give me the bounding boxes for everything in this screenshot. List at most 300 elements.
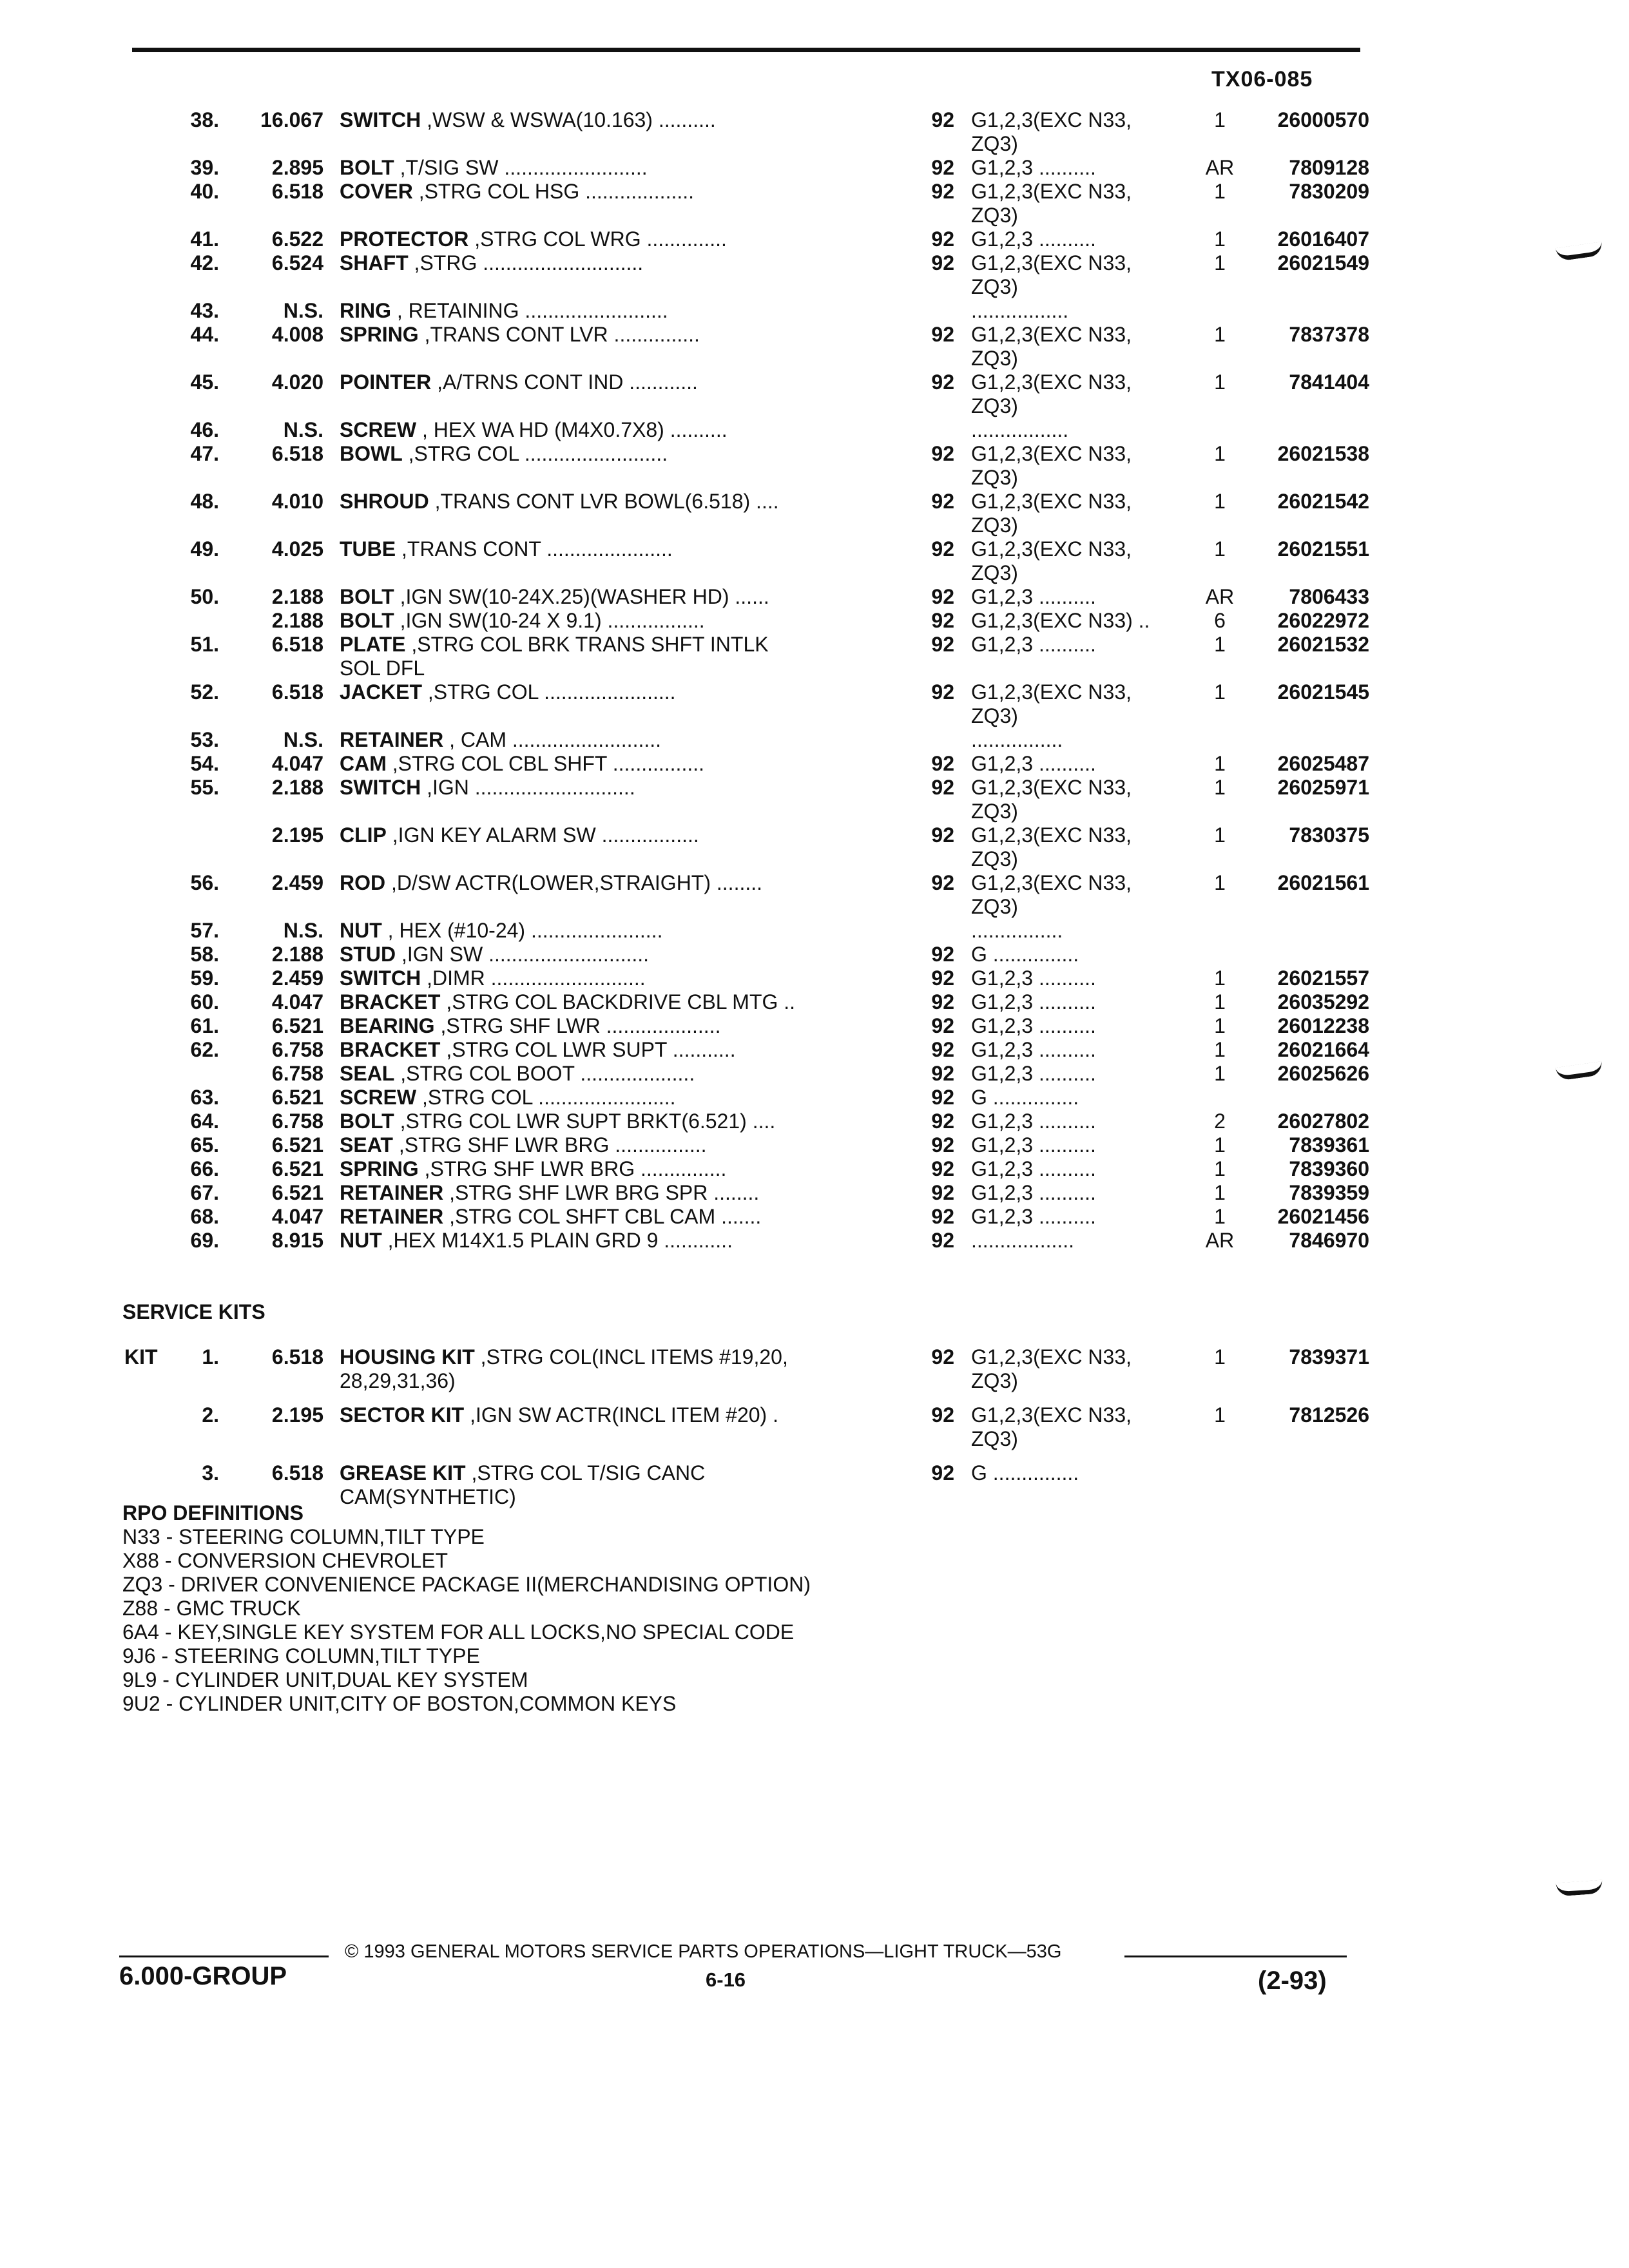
model-year: 92 [931, 442, 954, 465]
model-usage [971, 1157, 1190, 1181]
part-row [119, 370, 1369, 418]
part-description [340, 490, 984, 514]
part-description [340, 871, 984, 895]
rpo-title: RPO DEFINITIONS [122, 1501, 304, 1524]
part-name: BOLT [340, 1110, 394, 1133]
part-number: 7839359 [1289, 1181, 1369, 1204]
model-usage-line: G1,2,3(EXC N33, [971, 442, 1132, 465]
rpo-item: 9U2 - CYLINDER UNIT,CITY OF BOSTON,COMMON KEYS [122, 1692, 677, 1715]
model-usage-continued: ZQ3) [971, 895, 1018, 918]
part-number: 26025971 [1277, 776, 1369, 799]
rpo-item: X88 - CONVERSION CHEVROLET [122, 1549, 448, 1572]
quantity: 1 [1214, 323, 1226, 346]
part-description [340, 966, 984, 990]
model-usage-line: G1,2,3 .......... [971, 1181, 1096, 1204]
quantity: 1 [1214, 633, 1226, 656]
quantity: 1 [1214, 537, 1226, 561]
part-row [119, 1181, 1369, 1205]
part-row [119, 180, 1369, 227]
part-detail: , HEX WA HD (M4X0.7X8) .......... [416, 418, 728, 441]
part-name: SPRING [340, 323, 419, 346]
part-description [340, 919, 984, 943]
part-detail-continued: 28,29,31,36) [340, 1369, 456, 1392]
part-description [340, 990, 984, 1014]
item-number: 1. [202, 1345, 219, 1369]
part-detail: ,STRG COL LWR SUPT BRKT(6.521) .... [394, 1110, 776, 1133]
model-usage-line: G1,2,3(EXC N33, [971, 108, 1132, 131]
part-name: RETAINER [340, 1181, 444, 1204]
model-usage-continued: ZQ3) [971, 132, 1018, 155]
footer-rule-right [1124, 1956, 1347, 1957]
model-year: 92 [931, 490, 954, 513]
part-description [340, 1038, 984, 1062]
part-name: GREASE KIT [340, 1461, 466, 1485]
model-year: 92 [931, 776, 954, 799]
model-usage-line: G ............... [971, 1086, 1079, 1109]
part-detail: ,IGN ............................ [421, 776, 635, 799]
part-number: 7839361 [1289, 1133, 1369, 1157]
part-detail: ,D/SW ACTR(LOWER,STRAIGHT) ........ [385, 871, 763, 894]
part-detail: ,STRG ............................ [408, 251, 644, 274]
model-year: 92 [931, 1229, 954, 1252]
part-row [119, 1133, 1369, 1157]
group-number: 6.521 [271, 1133, 323, 1157]
item-number: 62. [190, 1038, 219, 1061]
part-number: 7830209 [1289, 180, 1369, 203]
model-usage-line: G1,2,3 .......... [971, 990, 1096, 1014]
part-detail: ,STRG COL HSG ................... [412, 180, 695, 203]
part-row [119, 823, 1369, 871]
part-row [119, 442, 1369, 490]
model-year: 92 [931, 108, 954, 131]
part-name: BEARING [340, 1014, 435, 1037]
part-number: 7809128 [1289, 156, 1369, 179]
model-usage-line: G1,2,3(EXC N33, [971, 823, 1132, 847]
quantity: AR [1205, 156, 1235, 179]
model-year: 92 [931, 823, 954, 847]
group-number: 6.518 [271, 442, 323, 465]
quantity: 1 [1214, 966, 1226, 990]
part-number: 26025626 [1277, 1062, 1369, 1085]
model-year: 92 [931, 227, 954, 251]
quantity: 1 [1214, 752, 1226, 775]
model-usage [971, 156, 1190, 180]
item-number: 60. [190, 990, 219, 1014]
part-description [340, 537, 984, 561]
part-detail: ,STRG COL ........................ [416, 1086, 676, 1109]
part-description [340, 633, 984, 680]
model-year: 92 [931, 1062, 954, 1085]
group-number: 4.020 [271, 370, 323, 394]
part-name: RETAINER [340, 1205, 444, 1228]
part-detail: ,STRG SHF LWR .................... [434, 1014, 721, 1037]
part-row [119, 728, 1369, 752]
item-number: 56. [190, 871, 219, 894]
part-detail: ,STRG COL CBL SHFT ................ [386, 752, 704, 775]
group-number: 2.188 [271, 943, 323, 966]
part-number: 26021549 [1277, 251, 1369, 274]
model-year: 92 [931, 966, 954, 990]
part-detail: ,HEX M14X1.5 PLAIN GRD 9 ............ [381, 1229, 733, 1252]
quantity: 1 [1214, 1038, 1226, 1061]
item-number: 53. [190, 728, 219, 751]
part-detail: ,TRANS CONT ...................... [396, 537, 673, 561]
item-number: 61. [190, 1014, 219, 1037]
model-usage [971, 490, 1190, 537]
model-usage [971, 990, 1190, 1014]
part-number: 7839371 [1289, 1345, 1369, 1369]
part-detail: ,IGN SW ACTR(INCL ITEM #20) . [464, 1403, 778, 1427]
part-row [119, 776, 1369, 823]
part-detail: ,STRG SHF LWR BRG SPR ........ [443, 1181, 760, 1204]
model-usage-line: G1,2,3 .......... [971, 1062, 1096, 1085]
quantity: AR [1205, 585, 1235, 608]
quantity: 1 [1214, 776, 1226, 799]
part-name: POINTER [340, 370, 432, 394]
model-usage-line: G1,2,3 .......... [971, 1110, 1096, 1133]
model-usage [971, 728, 1190, 752]
group-number: 6.524 [271, 251, 323, 274]
group-number: 4.047 [271, 752, 323, 775]
part-number: 7846970 [1289, 1229, 1369, 1252]
part-number: 26021538 [1277, 442, 1369, 465]
group-number: 6.522 [271, 227, 323, 251]
rpo-item: 6A4 - KEY,SINGLE KEY SYSTEM FOR ALL LOCKS,NO SPECIAL CODE [122, 1620, 795, 1644]
model-usage [971, 966, 1190, 990]
part-description [340, 823, 984, 847]
group-number: 6.521 [271, 1181, 323, 1204]
group-number: 6.758 [271, 1038, 323, 1061]
group-number: 4.010 [271, 490, 323, 513]
part-row [119, 1229, 1369, 1253]
part-detail: ,STRG COL SHFT CBL CAM ....... [443, 1205, 762, 1228]
group-number: 2.895 [271, 156, 323, 179]
quantity: 1 [1214, 1345, 1226, 1369]
part-row [119, 585, 1369, 609]
group-number: 6.758 [271, 1110, 323, 1133]
part-description [340, 943, 984, 966]
part-detail: ,IGN SW(10-24X.25)(WASHER HD) ...... [394, 585, 769, 608]
part-description [340, 323, 984, 347]
group-number: 2.188 [271, 776, 323, 799]
item-number: 43. [190, 299, 219, 322]
part-name: JACKET [340, 680, 423, 704]
model-usage [971, 633, 1190, 657]
part-name: HOUSING KIT [340, 1345, 475, 1369]
part-description [340, 227, 984, 251]
group-number: 6.518 [271, 633, 323, 656]
model-usage-line: G1,2,3(EXC N33, [971, 251, 1132, 274]
item-number: 51. [190, 633, 219, 656]
model-year: 92 [931, 1086, 954, 1109]
model-usage-continued: ZQ3) [971, 394, 1018, 418]
part-description [340, 1205, 984, 1229]
part-name: PLATE [340, 633, 406, 656]
model-year: 92 [931, 251, 954, 274]
model-usage-line: G1,2,3(EXC N33) .. [971, 609, 1150, 632]
part-number: 26025487 [1277, 752, 1369, 775]
part-number: 26021542 [1277, 490, 1369, 513]
quantity: 1 [1214, 1181, 1226, 1204]
part-detail: ,TRANS CONT LVR BOWL(6.518) .... [429, 490, 779, 513]
model-year: 92 [931, 370, 954, 394]
part-number: 26021545 [1277, 680, 1369, 704]
part-name: ROD [340, 871, 386, 894]
footer-copyright: © 1993 GENERAL MOTORS SERVICE PARTS OPERATIONS—LIGHT TRUCK—53G [345, 1941, 1062, 1962]
model-usage [971, 871, 1190, 919]
quantity: 1 [1214, 1014, 1226, 1037]
model-year: 92 [931, 633, 954, 656]
part-detail-continued: CAM(SYNTHETIC) [340, 1485, 516, 1508]
item-number: 48. [190, 490, 219, 513]
quantity: 1 [1214, 370, 1226, 394]
part-description [340, 299, 984, 323]
model-year: 92 [931, 1038, 954, 1061]
model-year: 92 [931, 680, 954, 704]
footer-date: (2-93) [1258, 1966, 1327, 1995]
group-number: 2.459 [271, 871, 323, 894]
item-number: 45. [190, 370, 219, 394]
part-name: SWITCH [340, 108, 421, 131]
part-number: 26016407 [1277, 227, 1369, 251]
part-description [340, 585, 984, 609]
part-number: 7839360 [1289, 1157, 1369, 1180]
top-rule [132, 48, 1360, 52]
part-detail: , RETAINING ......................... [391, 299, 668, 322]
model-year: 92 [931, 323, 954, 346]
model-year: 92 [931, 1181, 954, 1204]
model-usage-continued: ZQ3) [971, 466, 1018, 489]
quantity: 1 [1214, 823, 1226, 847]
part-name: BOLT [340, 585, 394, 608]
model-year: 92 [931, 1014, 954, 1037]
part-name: BRACKET [340, 1038, 441, 1061]
model-usage-line: G1,2,3(EXC N33, [971, 180, 1132, 203]
part-row [119, 919, 1369, 943]
model-usage-line: G1,2,3 .......... [971, 585, 1096, 608]
part-number: 26027802 [1277, 1110, 1369, 1133]
item-number: 68. [190, 1205, 219, 1228]
model-usage-line: G1,2,3 .......... [971, 156, 1096, 179]
rpo-item: Z88 - GMC TRUCK [122, 1597, 301, 1620]
part-description [340, 609, 984, 633]
model-usage [971, 1110, 1190, 1133]
model-year: 92 [931, 537, 954, 561]
part-description [340, 776, 984, 800]
model-year: 92 [931, 1133, 954, 1157]
model-year: 92 [931, 585, 954, 608]
part-name: SEAT [340, 1133, 393, 1157]
model-usage [971, 1062, 1190, 1086]
model-usage [971, 776, 1190, 823]
part-description [340, 156, 984, 180]
rpo-definitions [122, 1501, 811, 1716]
part-name: SCREW [340, 1086, 417, 1109]
group-number: N.S. [283, 728, 323, 751]
model-usage [971, 1205, 1190, 1229]
part-description [340, 752, 984, 776]
model-usage-line: G1,2,3(EXC N33, [971, 490, 1132, 513]
model-year: 92 [931, 943, 954, 966]
part-name: SWITCH [340, 966, 421, 990]
kit-label: KIT [124, 1345, 158, 1369]
part-name: SEAL [340, 1062, 395, 1085]
part-row [119, 680, 1369, 728]
part-detail: ,STRG SHF LWR BRG ................ [392, 1133, 707, 1157]
parts-list [119, 108, 1369, 1253]
service-kits-list [119, 1345, 1369, 1509]
part-description [340, 442, 984, 466]
part-detail: ,STRG COL BACKDRIVE CBL MTG .. [440, 990, 796, 1014]
part-number: 26022972 [1277, 609, 1369, 632]
model-year: 92 [931, 1110, 954, 1133]
item-number: 40. [190, 180, 219, 203]
item-number: 57. [190, 919, 219, 942]
scan-mark [1556, 1880, 1603, 1897]
part-row [119, 1038, 1369, 1062]
model-usage-line: G1,2,3 .......... [971, 966, 1096, 990]
group-number: 2.195 [271, 1403, 323, 1427]
item-number: 66. [190, 1157, 219, 1180]
group-number: N.S. [283, 418, 323, 441]
model-usage-line: G1,2,3 .......... [971, 752, 1096, 775]
item-number: 3. [202, 1461, 219, 1485]
part-detail: ,IGN KEY ALARM SW ................. [386, 823, 699, 847]
model-usage-line: .................. [971, 1229, 1075, 1252]
model-usage [971, 1345, 1190, 1393]
part-name: RETAINER [340, 728, 444, 751]
group-number: 6.518 [271, 1345, 323, 1369]
item-number: 63. [190, 1086, 219, 1109]
quantity: 1 [1214, 108, 1226, 131]
part-number: 26000570 [1277, 108, 1369, 131]
model-usage-line: ................ [971, 919, 1063, 942]
part-name: CLIP [340, 823, 387, 847]
part-row [119, 871, 1369, 919]
kit-row [119, 1345, 1369, 1393]
part-row [119, 251, 1369, 299]
part-row [119, 490, 1369, 537]
item-number: 65. [190, 1133, 219, 1157]
group-number: 6.518 [271, 680, 323, 704]
group-number: 2.188 [271, 585, 323, 608]
part-detail-continued: SOL DFL [340, 657, 425, 680]
part-description [340, 180, 984, 204]
group-number: 6.758 [271, 1062, 323, 1085]
part-detail: ,STRG COL ....................... [422, 680, 676, 704]
model-usage-line: G1,2,3 .......... [971, 227, 1096, 251]
model-usage-line: G1,2,3(EXC N33, [971, 680, 1132, 704]
part-number: 26021561 [1277, 871, 1369, 894]
part-row [119, 418, 1369, 442]
quantity: 6 [1214, 609, 1226, 632]
quantity: 1 [1214, 1133, 1226, 1157]
quantity: 2 [1214, 1110, 1226, 1133]
part-name: SWITCH [340, 776, 421, 799]
model-year: 92 [931, 990, 954, 1014]
part-name: SHROUD [340, 490, 429, 513]
part-name: SCREW [340, 418, 417, 441]
footer-rule-left [119, 1956, 329, 1957]
quantity: 1 [1214, 871, 1226, 894]
part-name: BOLT [340, 156, 394, 179]
quantity: 1 [1214, 1403, 1226, 1427]
part-row [119, 1157, 1369, 1181]
part-name: BOLT [340, 609, 394, 632]
part-description [340, 1110, 984, 1133]
model-usage-line: G1,2,3 .......... [971, 1157, 1096, 1180]
model-usage-line: G1,2,3(EXC N33, [971, 370, 1132, 394]
part-name: SPRING [340, 1157, 419, 1180]
model-usage [971, 323, 1190, 370]
part-detail: ,STRG COL T/SIG CANC [465, 1461, 706, 1485]
model-year: 92 [931, 752, 954, 775]
part-row [119, 1110, 1369, 1133]
model-usage-line: G1,2,3(EXC N33, [971, 323, 1132, 346]
quantity: 1 [1214, 442, 1226, 465]
model-year: 92 [931, 1403, 954, 1427]
part-detail: ,STRG COL BOOT .................... [394, 1062, 695, 1085]
part-detail: ,STRG COL LWR SUPT ........... [440, 1038, 736, 1061]
model-usage-line: G1,2,3 .......... [971, 1205, 1096, 1228]
rpo-item: N33 - STEERING COLUMN,TILT TYPE [122, 1525, 485, 1548]
document-id: TX06-085 [1211, 67, 1313, 91]
model-usage-line: G1,2,3(EXC N33, [971, 776, 1132, 799]
part-detail: ,IGN SW ............................ [396, 943, 650, 966]
model-usage [971, 823, 1190, 871]
part-description [340, 1229, 984, 1253]
model-usage [971, 609, 1190, 633]
part-detail: ,TRANS CONT LVR ............... [418, 323, 700, 346]
item-number: 46. [190, 418, 219, 441]
model-usage-continued: ZQ3) [971, 275, 1018, 298]
model-year: 92 [931, 609, 954, 632]
model-year: 92 [931, 180, 954, 203]
model-usage-line: G1,2,3(EXC N33, [971, 1403, 1132, 1427]
model-usage [971, 919, 1190, 943]
group-number: N.S. [283, 919, 323, 942]
model-year: 92 [931, 1157, 954, 1180]
quantity: 1 [1214, 1157, 1226, 1180]
part-description [340, 1181, 984, 1205]
group-number: 16.067 [260, 108, 323, 131]
item-number: 44. [190, 323, 219, 346]
part-detail: ,STRG SHF LWR BRG ............... [418, 1157, 727, 1180]
group-number: 4.047 [271, 990, 323, 1014]
part-description [340, 1157, 984, 1181]
model-usage-line: G1,2,3(EXC N33, [971, 537, 1132, 561]
group-number: 2.188 [271, 609, 323, 632]
model-year: 92 [931, 871, 954, 894]
part-name: PROTECTOR [340, 227, 469, 251]
rpo-item: ZQ3 - DRIVER CONVENIENCE PACKAGE II(MERCHANDISING OPTION) [122, 1573, 811, 1596]
model-year: 92 [931, 156, 954, 179]
part-description [340, 1403, 984, 1427]
item-number: 41. [190, 227, 219, 251]
group-number: 4.047 [271, 1205, 323, 1228]
item-number: 50. [190, 585, 219, 608]
model-usage [971, 1133, 1190, 1157]
part-description [340, 251, 984, 275]
model-usage [971, 680, 1190, 728]
part-detail: ,A/TRNS CONT IND ............ [431, 370, 698, 394]
part-description [340, 1062, 984, 1086]
quantity: 1 [1214, 180, 1226, 203]
model-usage-line: G1,2,3 .......... [971, 633, 1096, 656]
model-usage-continued: ZQ3) [971, 347, 1018, 370]
quantity: 1 [1214, 1205, 1226, 1228]
part-row [119, 943, 1369, 966]
